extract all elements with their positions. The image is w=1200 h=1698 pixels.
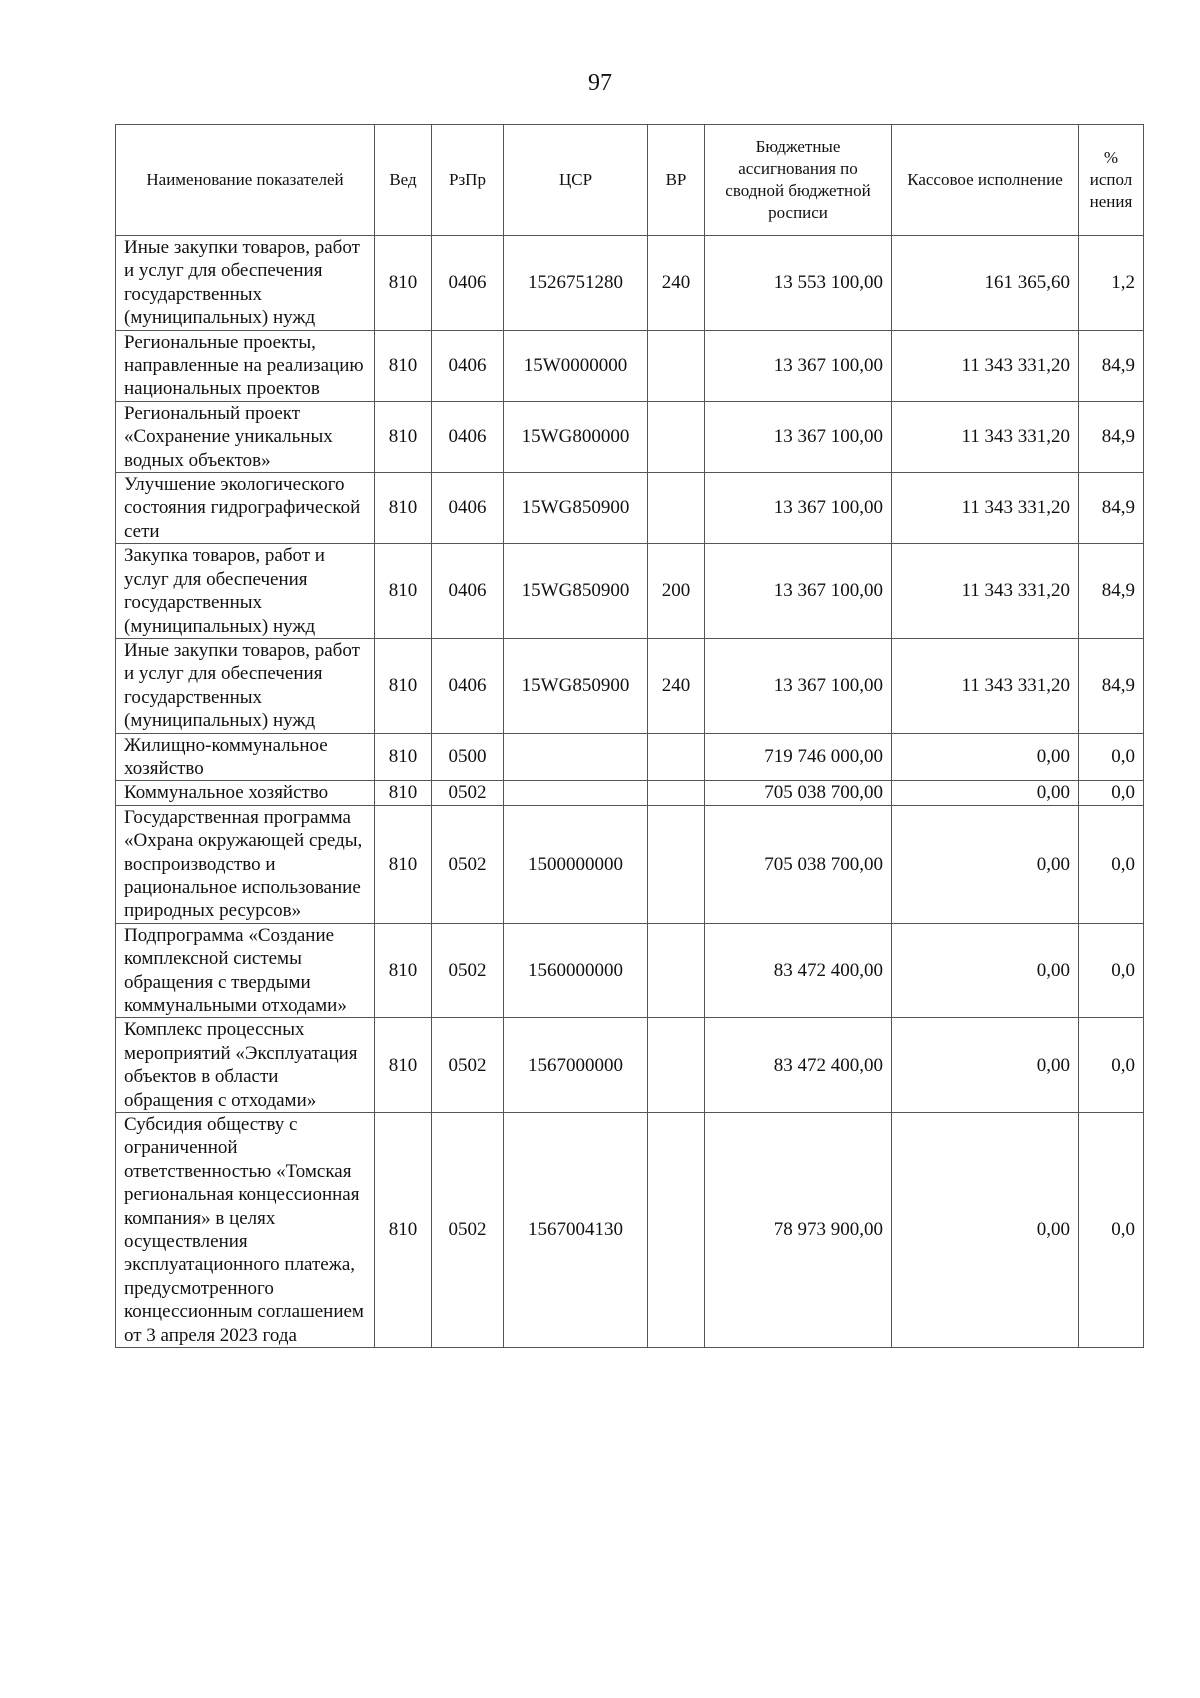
row-cash-cell: 11 343 331,20 <box>892 473 1079 544</box>
table-header-row <box>116 125 1144 236</box>
table-row <box>116 330 1144 401</box>
row-pct-cell: 84,9 <box>1079 473 1144 544</box>
row-vr-cell <box>648 473 705 544</box>
row-ved-cell: 810 <box>375 733 432 781</box>
row-ved-cell: 810 <box>375 781 432 805</box>
table-row <box>116 1018 1144 1113</box>
table-row <box>116 544 1144 639</box>
row-name-cell: Региональные проекты, направленные на реализацию национальных проектов <box>116 330 375 401</box>
row-assign-cell: 83 472 400,00 <box>705 923 892 1018</box>
row-name-cell: Коммунальное хозяйство <box>116 781 375 805</box>
row-rzpr-cell: 0502 <box>432 1113 504 1348</box>
row-rzpr-cell: 0406 <box>432 473 504 544</box>
row-csr-cell <box>504 781 648 805</box>
row-name-cell: Иные закупки товаров, работ и услуг для обеспечения государственных (муниципальных) нужд <box>116 236 375 331</box>
row-cash-cell: 0,00 <box>892 805 1079 923</box>
row-rzpr-cell: 0406 <box>432 638 504 733</box>
row-cash-cell: 161 365,60 <box>892 236 1079 331</box>
row-csr-cell: 1567004130 <box>504 1113 648 1348</box>
table-row <box>116 236 1144 331</box>
row-cash-cell: 0,00 <box>892 781 1079 805</box>
row-pct-cell: 0,0 <box>1079 1018 1144 1113</box>
row-csr-cell: 15WG850900 <box>504 473 648 544</box>
row-pct-cell: 0,0 <box>1079 1113 1144 1348</box>
row-pct-cell: 0,0 <box>1079 781 1144 805</box>
row-vr-cell <box>648 1113 705 1348</box>
row-assign-cell: 13 367 100,00 <box>705 401 892 472</box>
row-vr-cell <box>648 733 705 781</box>
row-rzpr-cell: 0502 <box>432 1018 504 1113</box>
row-csr-cell: 15WG850900 <box>504 544 648 639</box>
row-assign-cell: 13 367 100,00 <box>705 544 892 639</box>
table-row <box>116 638 1144 733</box>
row-vr-cell <box>648 330 705 401</box>
row-pct-cell: 0,0 <box>1079 805 1144 923</box>
row-rzpr-cell: 0502 <box>432 805 504 923</box>
row-name-cell: Улучшение экологического состояния гидрографической сети <box>116 473 375 544</box>
header-vr: ВР <box>648 125 705 236</box>
table-row <box>116 923 1144 1018</box>
row-ved-cell: 810 <box>375 473 432 544</box>
row-name-cell: Комплекс процессных мероприятий «Эксплуатация объектов в области обращения с отходами» <box>116 1018 375 1113</box>
row-csr-cell: 1560000000 <box>504 923 648 1018</box>
row-assign-cell: 83 472 400,00 <box>705 1018 892 1113</box>
budget-table <box>115 124 1144 1348</box>
row-rzpr-cell: 0500 <box>432 733 504 781</box>
row-assign-cell: 13 367 100,00 <box>705 330 892 401</box>
row-ved-cell: 810 <box>375 1113 432 1348</box>
header-rzpr: РзПр <box>432 125 504 236</box>
row-assign-cell: 705 038 700,00 <box>705 805 892 923</box>
row-name-cell: Подпрограмма «Создание комплексной системы обращения с твердыми коммунальными отходами» <box>116 923 375 1018</box>
row-name-cell: Закупка товаров, работ и услуг для обеспечения государственных (муниципальных) нужд <box>116 544 375 639</box>
row-assign-cell: 13 367 100,00 <box>705 473 892 544</box>
row-name-cell: Жилищно-коммунальное хозяйство <box>116 733 375 781</box>
row-name-cell: Региональный проект «Сохранение уникальных водных объектов» <box>116 401 375 472</box>
row-rzpr-cell: 0406 <box>432 401 504 472</box>
page-number: 97 <box>588 70 612 96</box>
row-vr-cell <box>648 401 705 472</box>
row-ved-cell: 810 <box>375 236 432 331</box>
row-cash-cell: 0,00 <box>892 1113 1079 1348</box>
row-name-cell: Иные закупки товаров, работ и услуг для обеспечения государственных (муниципальных) нужд <box>116 638 375 733</box>
row-ved-cell: 810 <box>375 638 432 733</box>
table-row <box>116 805 1144 923</box>
row-assign-cell: 705 038 700,00 <box>705 781 892 805</box>
row-cash-cell: 11 343 331,20 <box>892 330 1079 401</box>
row-ved-cell: 810 <box>375 401 432 472</box>
row-pct-cell: 84,9 <box>1079 544 1144 639</box>
row-rzpr-cell: 0502 <box>432 923 504 1018</box>
row-csr-cell: 1567000000 <box>504 1018 648 1113</box>
row-name-cell: Субсидия обществу с ограниченной ответственностью «Томская региональная концессионная компания» в целях осуществления эксплуатационного платежа, предусмотренного концессионным соглашением от 3 апреля 2023 года <box>116 1113 375 1348</box>
row-pct-cell: 84,9 <box>1079 638 1144 733</box>
row-ved-cell: 810 <box>375 805 432 923</box>
header-csr: ЦСР <box>504 125 648 236</box>
header-name: Наименование показателей <box>116 125 375 236</box>
table-row <box>116 781 1144 805</box>
row-pct-cell: 84,9 <box>1079 330 1144 401</box>
row-name-cell: Государственная программа «Охрана окружающей среды, воспроизводство и рациональное использование природных ресурсов» <box>116 805 375 923</box>
row-vr-cell <box>648 923 705 1018</box>
row-vr-cell: 200 <box>648 544 705 639</box>
row-ved-cell: 810 <box>375 923 432 1018</box>
row-rzpr-cell: 0406 <box>432 236 504 331</box>
row-vr-cell <box>648 1018 705 1113</box>
row-vr-cell <box>648 805 705 923</box>
row-cash-cell: 11 343 331,20 <box>892 401 1079 472</box>
row-vr-cell: 240 <box>648 236 705 331</box>
row-cash-cell: 0,00 <box>892 1018 1079 1113</box>
row-pct-cell: 84,9 <box>1079 401 1144 472</box>
row-rzpr-cell: 0502 <box>432 781 504 805</box>
header-pct: % испол нения <box>1079 125 1144 236</box>
row-ved-cell: 810 <box>375 330 432 401</box>
row-ved-cell: 810 <box>375 1018 432 1113</box>
row-pct-cell: 0,0 <box>1079 923 1144 1018</box>
row-pct-cell: 1,2 <box>1079 236 1144 331</box>
row-cash-cell: 11 343 331,20 <box>892 544 1079 639</box>
row-ved-cell: 810 <box>375 544 432 639</box>
row-cash-cell: 11 343 331,20 <box>892 638 1079 733</box>
header-cash: Кассовое исполнение <box>892 125 1079 236</box>
row-assign-cell: 719 746 000,00 <box>705 733 892 781</box>
row-assign-cell: 13 553 100,00 <box>705 236 892 331</box>
table-row <box>116 1113 1144 1348</box>
table-row <box>116 473 1144 544</box>
row-csr-cell: 15W0000000 <box>504 330 648 401</box>
table-row <box>116 733 1144 781</box>
row-cash-cell: 0,00 <box>892 733 1079 781</box>
header-assign: Бюджетные ассигнования по сводной бюджетной росписи <box>705 125 892 236</box>
row-rzpr-cell: 0406 <box>432 330 504 401</box>
row-cash-cell: 0,00 <box>892 923 1079 1018</box>
row-pct-cell: 0,0 <box>1079 733 1144 781</box>
row-csr-cell: 1500000000 <box>504 805 648 923</box>
row-vr-cell: 240 <box>648 638 705 733</box>
row-vr-cell <box>648 781 705 805</box>
row-csr-cell: 1526751280 <box>504 236 648 331</box>
table-row <box>116 401 1144 472</box>
row-csr-cell: 15WG850900 <box>504 638 648 733</box>
row-assign-cell: 78 973 900,00 <box>705 1113 892 1348</box>
row-rzpr-cell: 0406 <box>432 544 504 639</box>
row-assign-cell: 13 367 100,00 <box>705 638 892 733</box>
row-csr-cell: 15WG800000 <box>504 401 648 472</box>
header-ved: Вед <box>375 125 432 236</box>
row-csr-cell <box>504 733 648 781</box>
